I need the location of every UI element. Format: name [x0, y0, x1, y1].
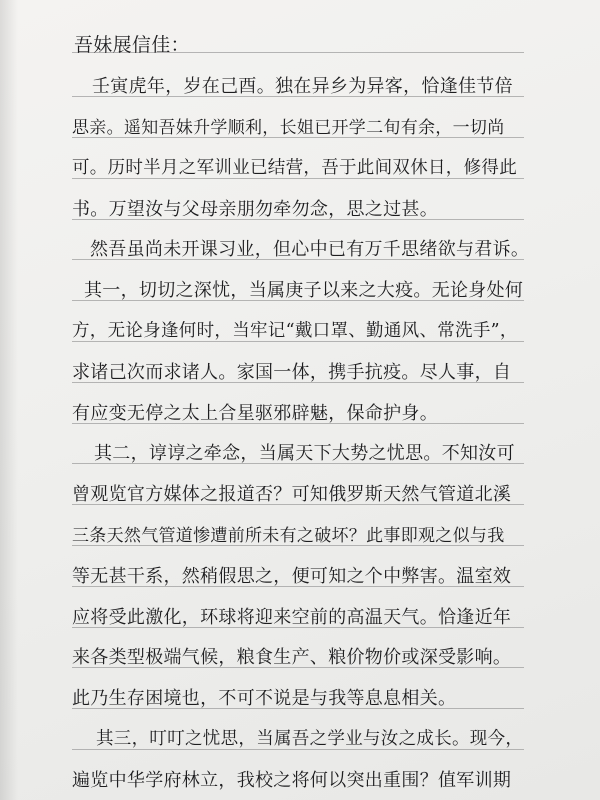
letter-line-15: 来各类型极端气候，粮食生产、粮价物价或深受影响。	[72, 647, 512, 668]
letter-line-16: 此乃生存困境也，不可不说是与我等息息相关。	[72, 688, 457, 709]
letter-line-7: 方，无论身逢何时，当牢记“戴口罩、勤通风、常洗手”，	[72, 321, 518, 341]
letter-line-6: 其一，切切之深忧，当属庚子以来之大疫。无论身处何	[84, 280, 524, 301]
letter-line-18: 遍览中华学府林立，我校之将何以突出重围？值军训期	[72, 770, 512, 791]
letter-line-17: 其三，叮叮之忧思，当属吾之学业与汝之成长。现今，	[96, 729, 524, 749]
letter-line-13: 等无甚干系，然稍假思之，便可知之个中弊害。温室效	[72, 566, 512, 587]
letter-line-2: 思亲。遥知吾妹升学顺利，长姐已开学二旬有余，一切尚	[72, 118, 505, 138]
letter-line-8: 求诸己次而求诸人。家国一体，携手抗疫。尽人事，自	[72, 362, 512, 383]
letter-line-11: 曾观览官方媒体之报道否？可知俄罗斯天然气管道北溪	[72, 484, 512, 505]
letter-line-12: 三条天然气管道惨遭前所未有之破坏？此事即观之似与我	[72, 526, 505, 546]
page-edge-shadow	[0, 0, 18, 800]
letter-line-10: 其二，谆谆之牵念，当属天下大势之忧思。不知汝可	[94, 443, 515, 464]
salutation: 吾妹展信佳：	[74, 34, 190, 56]
letter-line-14: 应将受此激化，环球将迎来空前的高温天气。恰逢近年	[72, 607, 512, 628]
letter-line-9: 有应变无停之太上合星驱邪辟魅，保命护身。	[72, 403, 438, 424]
letter-line-4: 书。万望汝与父母亲朋勿牵勿念，思之过甚。	[72, 199, 438, 220]
letter-line-1: 壬寅虎年，岁在己酉。独在异乡为异客，恰逢佳节倍	[92, 76, 513, 97]
letter-line-3: 可。历时半月之军训业已结营，吾于此间双休日，修得此	[72, 158, 517, 178]
letter-line-5: 然吾虽尚未开课习业，但心中已有万千思绪欲与君诉。	[90, 239, 530, 260]
